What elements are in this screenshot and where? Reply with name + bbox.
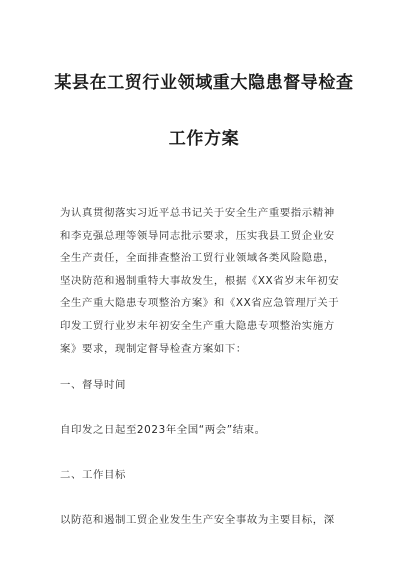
intro-line: 和李克强总理等领导同志批示要求，压实我县工贸企业安 [60, 229, 335, 242]
document-title-line-1: 某县在工贸行业领域重大隐患督导检查 [54, 73, 354, 93]
section-2-body [60, 509, 356, 532]
section-2-heading [60, 464, 356, 487]
section-1-heading [60, 374, 356, 397]
document-title-line-2: 工作方案 [168, 129, 240, 149]
intro-line: 为认真贯彻落实习近平总书记关于安全生产重要指示精神 [60, 207, 335, 219]
intro-line: 印发工贸行业岁末年初安全生产重大隐患专项整治实施方 [60, 319, 335, 332]
intro-line: 全生产责任，全面排查整治工贸行业领域各类风险隐患， [60, 252, 335, 265]
section-1-body-text: 自印发之日起至2023年全国“两会”结束。 [60, 424, 266, 436]
intro-line: 案》要求，现制定督导检查方案如下： [60, 342, 247, 355]
section-1-body [60, 419, 356, 442]
intro-line: 坚决防范和遏制重特大事故发生，根据《XX省岁末年初安 [60, 274, 340, 287]
section-1-heading-text: 一、督导时间 [60, 379, 126, 391]
section-2-body-text: 以防范和遏制工贸企业发生生产安全事故为主要目标，深 [60, 514, 335, 526]
intro-line: 全生产重大隐患专项整治方案》和《XX省应急管理厅关于 [60, 297, 340, 310]
section-2-heading-text: 二、工作目标 [60, 469, 126, 481]
intro-paragraph [60, 202, 356, 360]
